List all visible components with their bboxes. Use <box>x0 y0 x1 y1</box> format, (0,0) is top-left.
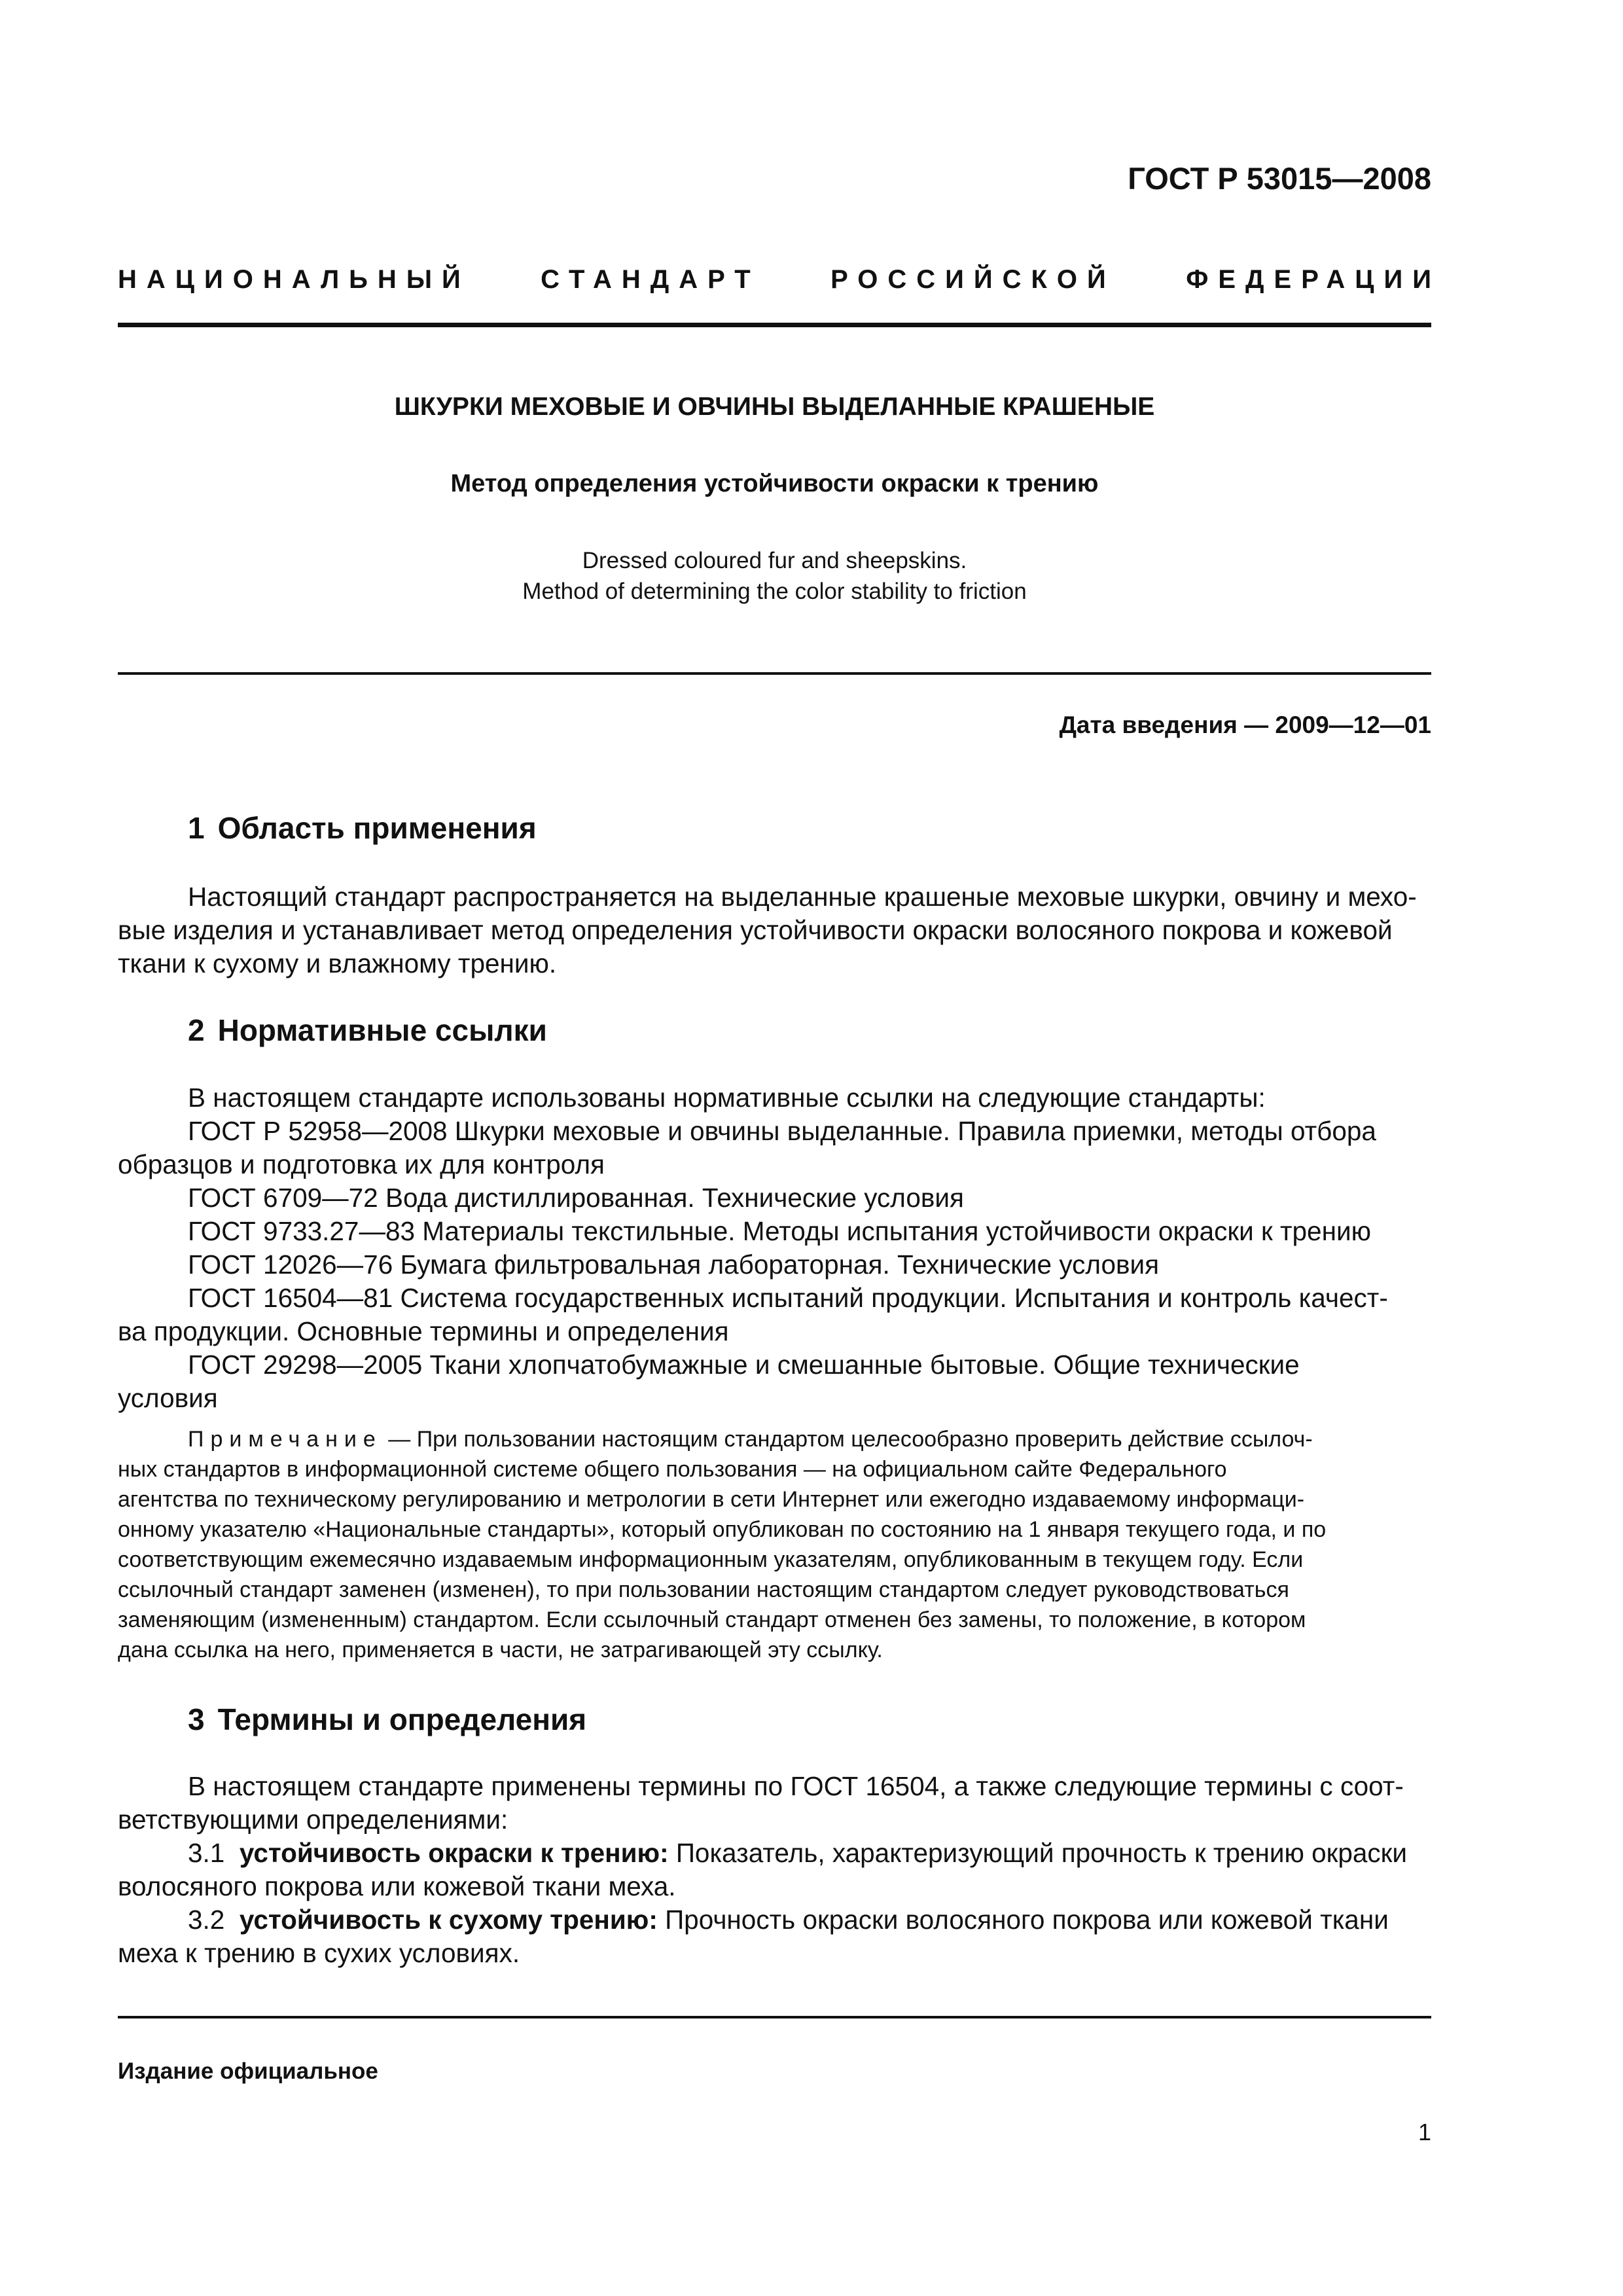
note-line: соответствующим ежемесячно издаваемым информационным указателям, опубликованным в текущем году. Если <box>118 1547 1304 1572</box>
section-title: Область применения <box>217 811 537 845</box>
note-line: Примечание — При пользовании настоящим стандартом целесообразно проверить действие ссылоч- <box>188 1427 1313 1452</box>
note-line: заменяющим (измененным) стандартом. Если ссылочный стандарт отменен без замены, то положение, в котором <box>118 1607 1306 1632</box>
footer-divider <box>118 2016 1431 2018</box>
paragraph-line: В настоящем стандарте применены термины по ГОСТ 16504, а также следующие термины с соот- <box>188 1771 1404 1801</box>
section-heading <box>188 810 537 846</box>
reference-line: ГОСТ 9733.27—83 Материалы текстильные. Методы испытания устойчивости окраски к трению <box>188 1216 1371 1246</box>
paragraph-line: ткани к сухому и влажному трению. <box>118 948 557 978</box>
document-subtitle: Метод определения устойчивости окраски к трению <box>450 470 1099 497</box>
reference-line: ГОСТ 6709—72 Вода дистиллированная. Технические условия <box>188 1183 964 1213</box>
national-standard-word: СТАНДАРТ <box>541 265 760 294</box>
term-definition: Показатель, характеризующий прочность к трению окраски <box>668 1838 1408 1868</box>
paragraph-line: В настоящем стандарте использованы нормативные ссылки на следующие стандарты: <box>188 1083 1266 1113</box>
term-line <box>188 1837 1407 1869</box>
reference-line: ва продукции. Основные термины и определения <box>118 1316 729 1346</box>
section-heading <box>188 1013 547 1048</box>
reference-line: ГОСТ 12026—76 Бумага фильтровальная лабораторная. Технические условия <box>188 1249 1160 1280</box>
reference-line: условия <box>118 1383 218 1413</box>
english-title-line: Dressed coloured fur and sheepskins. <box>582 548 967 573</box>
document-title: ШКУРКИ МЕХОВЫЕ И ОВЧИНЫ ВЫДЕЛАННЫЕ КРАШЕНЫЕ <box>394 393 1155 421</box>
term-line <box>188 1903 1389 1936</box>
term-name: устойчивость окраски к трению: <box>239 1838 669 1868</box>
section-title: Нормативные ссылки <box>217 1013 547 1047</box>
national-standard-word: ФЕДЕРАЦИИ <box>1186 265 1441 294</box>
term-number: 3.2 <box>188 1905 225 1935</box>
term-line: меха к трению в сухих условиях. <box>118 1938 520 1968</box>
note-line: онному указателю «Национальные стандарты», который опубликован по состоянию на 1 января текущего года, и по <box>118 1517 1327 1542</box>
reference-line: образцов и подготовка их для контроля <box>118 1149 605 1179</box>
edition-label: Издание официальное <box>118 2058 378 2084</box>
term-line: волосяного покрова или кожевой ткани меха. <box>118 1871 676 1901</box>
note-label: Примечание <box>188 1427 382 1452</box>
note-line: агентства по техническому регулированию и метрологии в сети Интернет или ежегодно издаваемому информаци- <box>118 1487 1305 1512</box>
national-standard-word: НАЦИОНАЛЬНЫЙ <box>118 265 471 294</box>
reference-line: ГОСТ 16504—81 Система государственных испытаний продукции. Испытания и контроль качест- <box>188 1283 1388 1313</box>
section-number: 1 <box>188 811 205 845</box>
national-standard-heading <box>118 265 1441 295</box>
english-title <box>118 545 1431 607</box>
paragraph-line: Настоящий стандарт распространяется на выделанные крашеные меховые шкурки, овчину и мехо- <box>188 882 1417 912</box>
note-line: ных стандартов в информационной системе общего пользования — на официальном сайте Федерального <box>118 1457 1227 1482</box>
introduction-date: Дата введения — 2009—12—01 <box>1059 711 1431 738</box>
reference-line: ГОСТ 29298—2005 Ткани хлопчатобумажные и смешанные бытовые. Общие технические <box>188 1350 1300 1380</box>
note-line: ссылочный стандарт заменен (изменен), то при пользовании настоящим стандартом следует руководствоваться <box>118 1577 1289 1602</box>
paragraph-line: вые изделия и устанавливает метод определения устойчивости окраски волосяного покрова и кожевой <box>118 915 1393 945</box>
reference-line: ГОСТ Р 52958—2008 Шкурки меховые и овчины выделанные. Правила приемки, методы отбора <box>188 1116 1376 1146</box>
english-title-line: Method of determining the color stability to friction <box>522 579 1027 604</box>
title-divider <box>118 672 1431 675</box>
section-number: 2 <box>188 1013 205 1047</box>
section-heading <box>188 1702 586 1737</box>
national-standard-word: РОССИЙСКОЙ <box>830 265 1116 294</box>
paragraph-line: ветствующими определениями: <box>118 1804 508 1835</box>
section-title: Термины и определения <box>217 1702 587 1736</box>
document-id: ГОСТ Р 53015—2008 <box>1128 161 1431 196</box>
term-number: 3.1 <box>188 1838 225 1868</box>
section-number: 3 <box>188 1702 205 1736</box>
term-name: устойчивость к сухому трению: <box>239 1905 658 1935</box>
header-divider <box>118 323 1431 327</box>
note-line: дана ссылка на него, применяется в части, не затрагивающей эту ссылку. <box>118 1638 883 1662</box>
term-definition: Прочность окраски волосяного покрова или кожевой ткани <box>657 1905 1389 1935</box>
page-number: 1 <box>1418 2119 1431 2145</box>
